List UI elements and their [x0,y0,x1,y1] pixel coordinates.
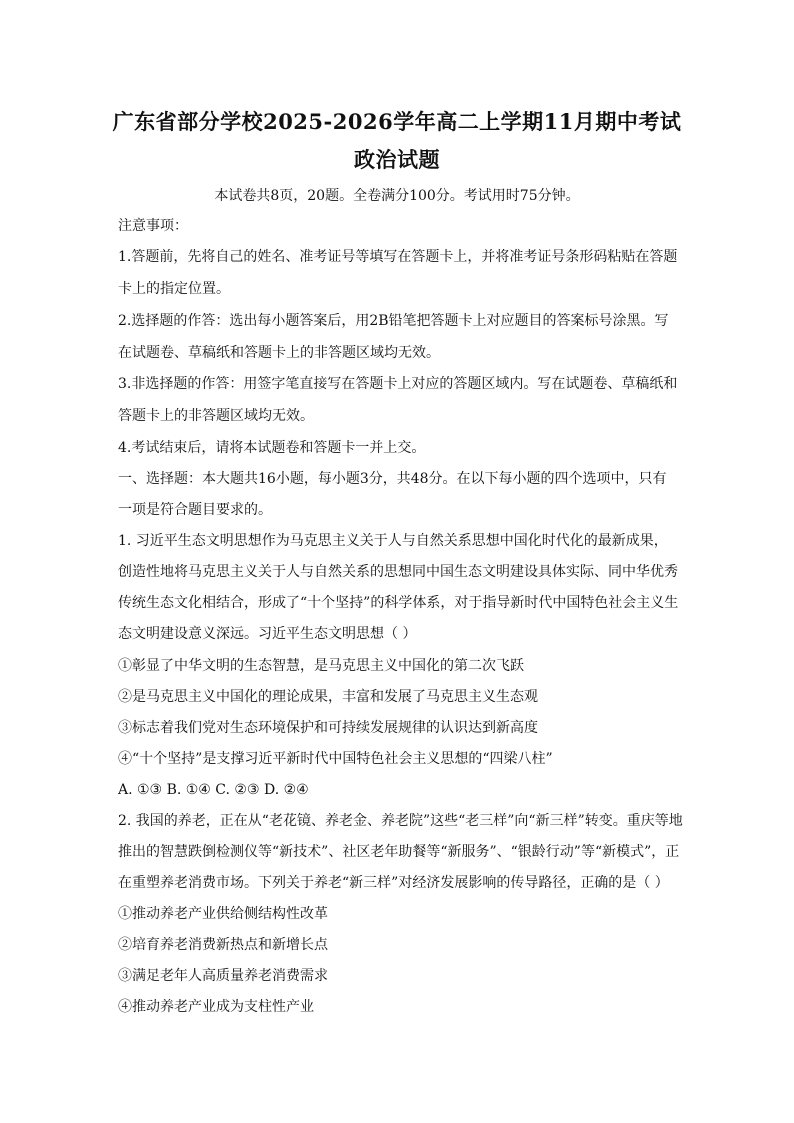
question-2-stem-line-1: 2. 我国的养老，正在从“老花镜、养老金、养老院”这些“老三样”向“新三样”转变。重庆等地 [118,813,683,829]
question-1-option-4: ④“十个坚持”是支撑习近平新时代中国特色社会主义思想的“四梁八柱” [118,751,553,767]
page-title: 广东省部分学校2025-2026学年高二上学期11月期中考试 [112,109,682,134]
question-2-option-2: ②培育养老消费新热点和新增长点 [118,937,328,953]
question-2-option-3: ③满足老年人高质量养老消费需求 [118,968,328,984]
question-1-option-2: ②是马克思主义中国化的理论成果，丰富和发展了马克思主义生态观 [118,689,538,705]
notice-item-3-line-1: 3.非选择题的作答：用签字笔直接写在答题卡上对应的答题区域内。写在试题卷、草稿纸和 [118,376,678,392]
question-1-stem-line-3: 传统生态文化相结合，形成了“十个坚持”的科学体系，对于指导新时代中国特色社会主义生 [118,595,679,611]
question-1-stem-line-4: 态文明建设意义深远。习近平生态文明思想（ ） [118,626,417,642]
section-heading-line-2: 一项是符合题目要求的。 [118,502,272,518]
notice-heading: 注意事项： [118,218,188,234]
question-1-option-3: ③标志着我们党对生态环境保护和可持续发展规律的认识达到新高度 [118,720,538,736]
section-heading-line-1: 一、选择题：本大题共16小题，每小题3分，共48分。在以下每小题的四个选项中，只有 [118,471,667,487]
question-1-stem-line-2: 创造性地将马克思主义关于人与自然关系的思想同中国生态文明建设具体实际、同中华优秀 [118,564,678,580]
notice-item-2-line-1: 2.选择题的作答：选出每小题答案后，用2B铅笔把答题卡上对应题目的答案标号涂黑。写 [118,313,669,329]
question-2-option-1: ①推动养老产业供给侧结构性改革 [118,906,328,922]
question-1-answer-choices: A. ①③ B. ①④ C. ②③ D. ②④ [118,782,309,798]
notice-item-2-line-2: 在试题卷、草稿纸和答题卡上的非答题区域均无效。 [118,345,440,361]
question-2-stem-line-2: 推出的智慧跌倒检测仪等“新技术”、社区老年助餐等“新服务”、“银龄行动”等“新模式”，正 [118,844,680,860]
question-1-option-1: ①彰显了中华文明的生态智慧，是马克思主义中国化的第二次飞跃 [118,658,524,674]
question-2-stem-line-3: 在重塑养老消费市场。下列关于养老“新三样”对经济发展影响的传导路径，正确的是（ ） [118,875,669,891]
question-1-stem-line-1: 1. 习近平生态文明思想作为马克思主义关于人与自然关系思想中国化时代化的最新成果， [118,533,668,549]
notice-item-1-line-1: 1.答题前，先将自己的姓名、准考证号等填写在答题卡上，并将准考证号条形码粘贴在答题 [118,249,678,265]
exam-info: 本试卷共8页，20题。全卷满分100分。考试用时75分钟。 [214,188,580,204]
notice-item-1-line-2: 卡上的指定位置。 [118,281,230,297]
page-subject-title: 政治试题 [354,147,440,172]
notice-item-4: 4.考试结束后，请将本试题卷和答题卡一并上交。 [118,440,426,456]
notice-item-3-line-2: 答题卡上的非答题区域均无效。 [118,408,314,424]
question-2-option-4: ④推动养老产业成为支柱性产业 [118,999,314,1015]
